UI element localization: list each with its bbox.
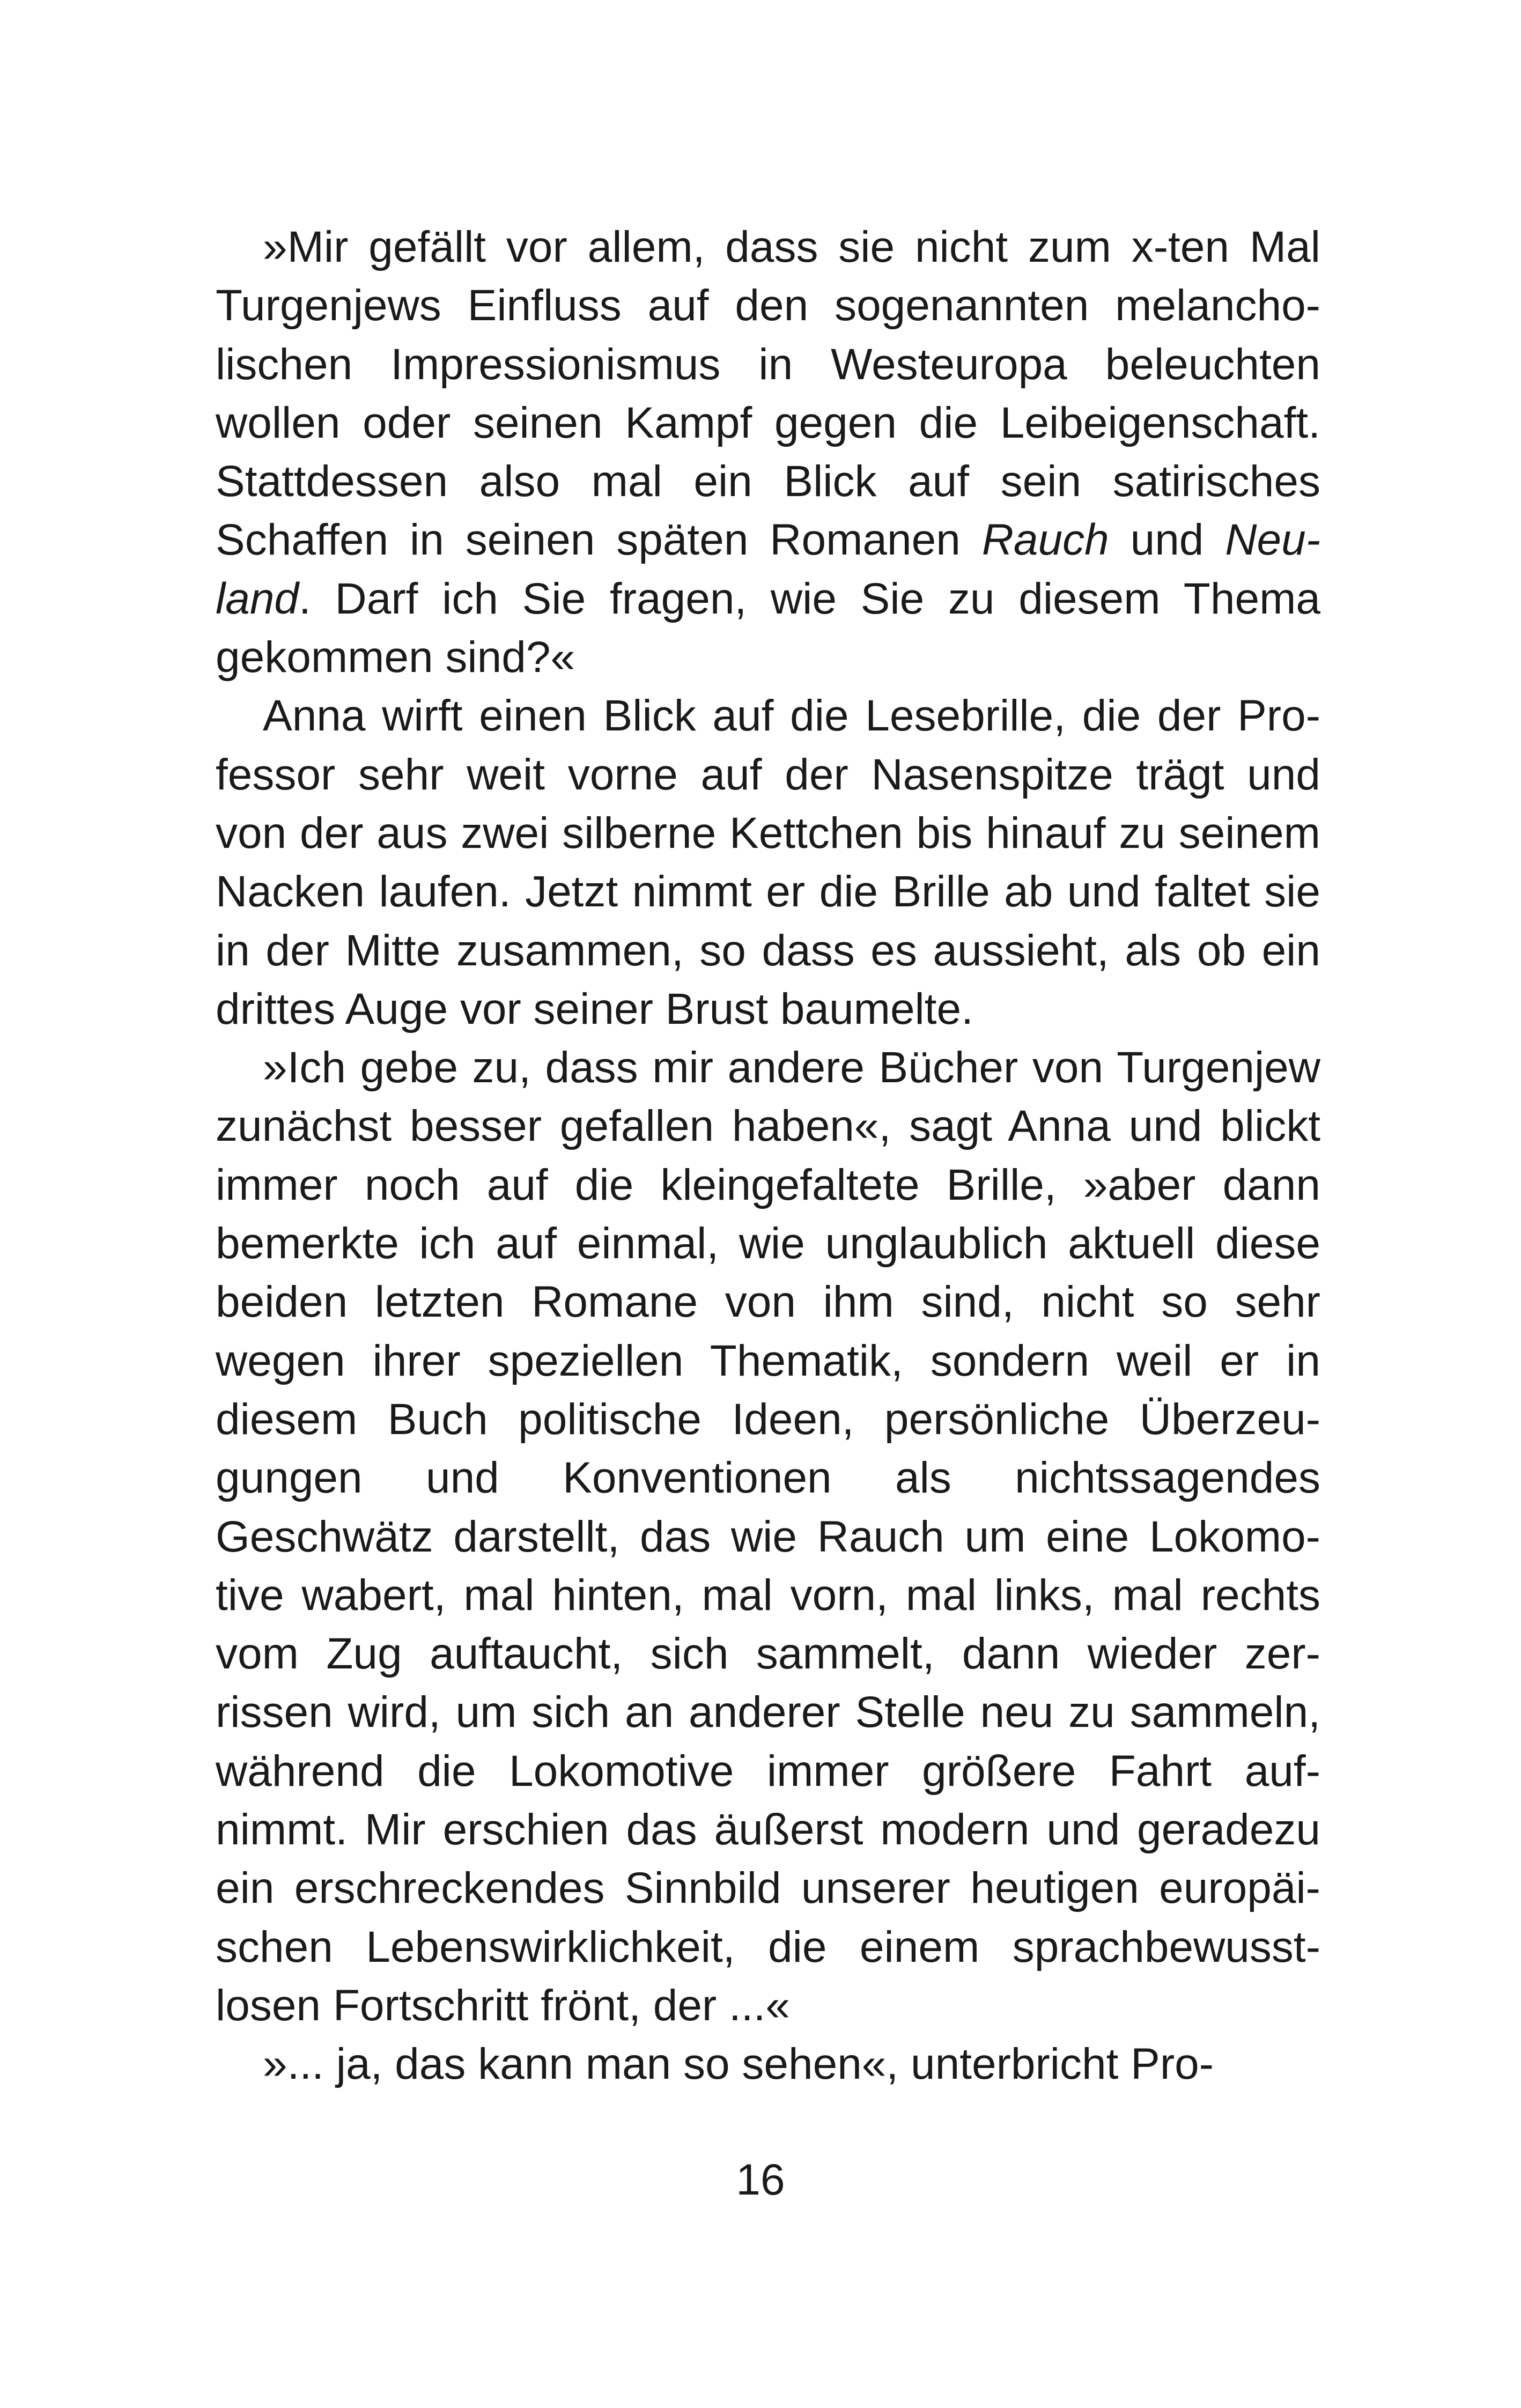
text-run: in der Mitte zusammen, so dass es aussieht, als ob ein [216,926,1320,975]
text-run: »... ja, das kann man so sehen«, unterbricht Pro- [263,2040,1214,2089]
text-line [216,452,1320,511]
text-line [216,1800,1320,1859]
paragraph [216,218,1320,686]
text-line [216,804,1320,862]
text-line [216,1508,1320,1566]
text-run: ein erschreckendes Sinnbild unserer heutigen europäi- [216,1864,1320,1913]
text-line [216,511,1320,569]
text-run: schen Lebenswirklichkeit, die einem sprachbewusst- [216,1922,1320,1971]
text-run: beiden letzten Romane von ihm sind, nicht so sehr [216,1277,1320,1327]
text-line [216,1097,1320,1155]
text-run: Anna wirft einen Blick auf die Lesebrille, die der Pro- [263,691,1320,741]
text-line [216,335,1320,394]
text-run: Nacken laufen. Jetzt nimmt er die Brille ab und faltet sie [216,867,1320,917]
text-line [216,218,1320,276]
text-run: wollen oder seinen Kampf gegen die Leibeigenschaft. [216,398,1320,447]
page-number: 16 [736,2155,785,2204]
text-run: bemerkte ich auf einmal, wie unglaublich aktuell diese [216,1219,1320,1268]
text-line [216,686,1320,745]
text-line [216,1976,1320,2035]
text-run: drittes Auge vor seiner Brust baumelte. [216,984,973,1033]
text-line [216,745,1320,804]
text-line [216,921,1320,980]
text-run: diesem Buch politische Ideen, persönliche Überzeu- [216,1394,1320,1444]
text-line [216,1214,1320,1273]
text-line [216,394,1320,452]
text-line [216,1273,1320,1331]
text-run: wegen ihrer speziellen Thematik, sondern weil er in [216,1336,1320,1385]
text-run: immer noch auf die kleingefaltete Brille, »aber dann [216,1160,1320,1209]
text-run: Stattdessen also mal ein Blick auf sein satirisches [216,457,1320,506]
text-line [216,628,1320,686]
text-run: von der aus zwei silberne Kettchen bis hinauf zu seinem [216,808,1320,858]
text-line [216,1683,1320,1741]
paragraph [216,686,1320,1038]
text-run: Schaffen in seinen späten Romanen [216,515,982,565]
text-line [216,1624,1320,1683]
italic-title: Neu- [1225,515,1320,565]
text-run: rissen wird, um sich an anderer Stelle neu zu sammeln, [216,1688,1320,1737]
italic-title: Rauch [981,515,1109,565]
text-run: Turgenjews Einfluss auf den sogenannten melancho- [216,281,1320,330]
paragraph [216,1038,1320,2035]
text-run: losen Fortschritt frönt, der ...« [216,1981,790,2030]
text-run: fessor sehr weit vorne auf der Nasenspitze trägt und [216,750,1320,799]
text-run: gungen und Konventionen als nichtssagendes [216,1453,1320,1503]
body-text [216,218,1320,2094]
text-run: tive wabert, mal hinten, mal vorn, mal links, mal rechts [216,1570,1320,1620]
text-line [216,1859,1320,1917]
text-line [216,1332,1320,1390]
text-run: gekommen sind?« [216,633,575,682]
text-run: lischen Impressionismus in Westeuropa beleuchten [216,339,1320,389]
paragraph [216,2035,1320,2093]
text-line [216,1156,1320,1214]
text-run: »Mir gefällt vor allem, dass sie nicht zum x-ten Mal [263,223,1320,271]
text-run: Geschwätz darstellt, das wie Rauch um eine Lokomo- [216,1512,1320,1561]
text-line [216,276,1320,335]
text-run: vom Zug auftaucht, sich sammelt, dann wieder zer- [216,1629,1320,1679]
text-line [216,1390,1320,1449]
text-run: während die Lokomotive immer größere Fahrt auf- [216,1746,1320,1796]
text-line [216,1566,1320,1624]
text-line [216,570,1320,628]
text-line [216,2035,1320,2093]
italic-title: land [216,574,299,623]
text-line [216,1449,1320,1507]
text-line [216,1918,1320,1976]
text-line [216,862,1320,921]
text-line [216,1742,1320,1800]
text-run: nimmt. Mir erschien das äußerst modern und geradezu [216,1805,1320,1855]
text-run: . Darf ich Sie fragen, wie Sie zu diesem Thema [299,574,1320,623]
text-line [216,1038,1320,1097]
text-run: »Ich gebe zu, dass mir andere Bücher von Turgenjew [263,1043,1320,1092]
text-run: und [1109,515,1225,565]
text-run: zunächst besser gefallen haben«, sagt Anna und blickt [216,1102,1320,1151]
text-line [216,980,1320,1038]
